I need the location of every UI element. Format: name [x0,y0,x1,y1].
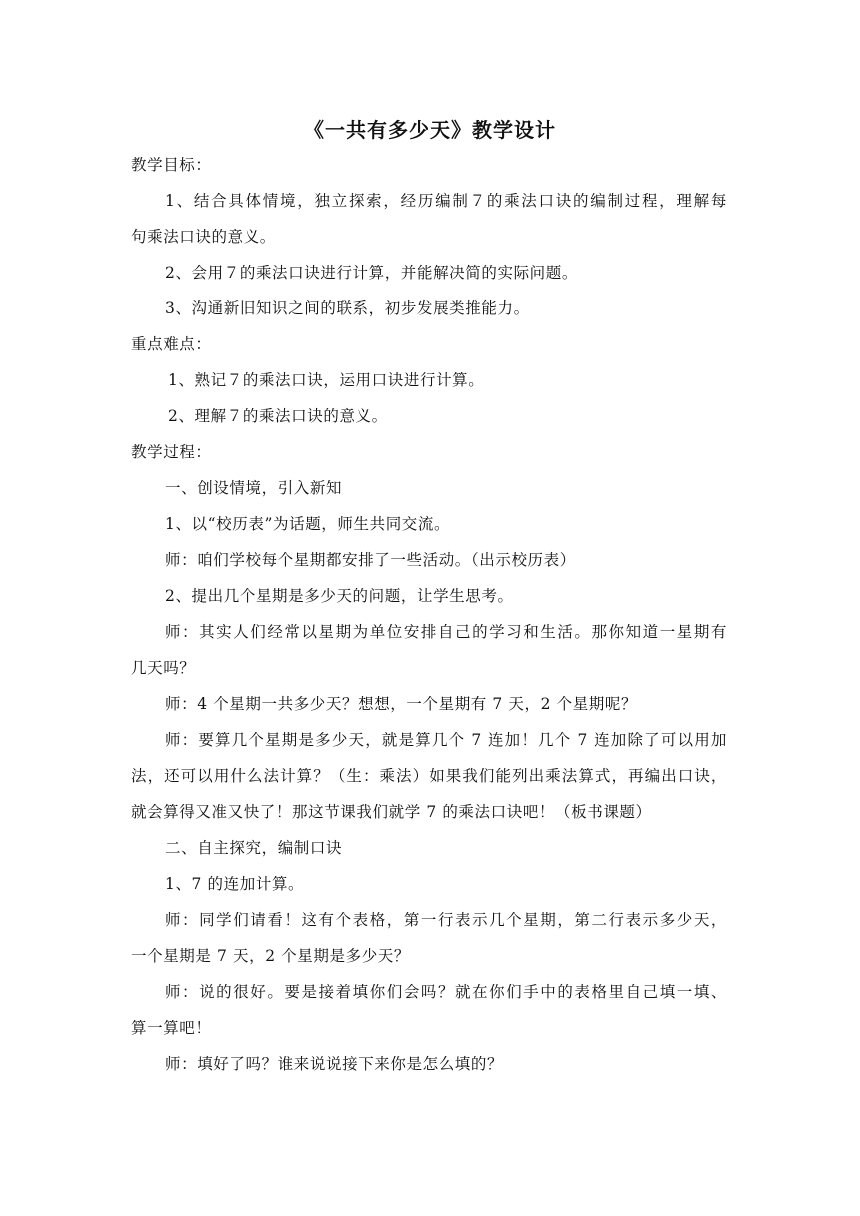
teacher-line-7: 师：填好了吗？谁来说说接下来你是怎么填的？ [165,1055,504,1073]
process-step-3: 1、7 的连加计算。 [165,875,305,893]
teacher-line-4-part-2: 法，还可以用什么法计算？（生：乘法）如果我们能列出乘法算式，再编出口诀， [131,767,727,785]
teacher-line-4-part-3: 就会算得又准又快了！那这节课我们就学 7 的乘法口诀吧！（板书课题） [131,803,652,821]
teacher-line-5-part-1: 师：同学们请看！这有个表格，第一行表示几个星期，第二行表示多少天， [165,911,727,929]
teacher-line-2-part-1: 师：其实人们经常以星期为单位安排自己的学习和生活。那你知道一星期有 [165,623,727,641]
teacher-line-5-part-2: 一个星期是 7 天，2 个星期是多少天？ [131,947,411,965]
process-step-1: 1、以“校历表”为话题，师生共同交流。 [165,515,451,533]
section-heading-key-points: 重点难点： [131,335,212,353]
objective-1-line-2: 句乘法口诀的意义。 [131,228,276,246]
key-point-2: 2、理解７的乘法口诀的意义。 [168,407,388,425]
objective-1-line-1: 1、结合具体情境，独立探索，经历编制７的乘法口诀的编制过程，理解每 [165,192,727,210]
objective-2: 2、会用７的乘法口诀进行计算，并能解决简的实际问题。 [165,264,578,282]
teacher-line-3: 师：4 个星期一共多少天？想想，一个星期有 7 天，2 个星期呢？ [165,695,638,713]
teacher-line-6-part-1: 师：说的很好。要是接着填你们会吗？就在你们手中的表格里自己填一填、 [165,983,727,1001]
process-step-2: 2、提出几个星期是多少天的问题，让学生思考。 [165,587,514,605]
section-heading-process: 教学过程： [131,443,212,461]
process-part-2-heading: 二、自主探究，编制口诀 [165,839,343,857]
teacher-line-6-part-2: 算一算吧！ [131,1019,212,1037]
objective-3: 3、沟通新旧知识之间的联系，初步发展类推能力。 [165,299,530,317]
teacher-line-1: 师：咱们学校每个星期都安排了一些活动。（出示校历表） [165,551,576,569]
key-point-1: 1、熟记７的乘法口诀，运用口诀进行计算。 [168,371,485,389]
document-title: 《一共有多少天》教学设计 [304,118,556,142]
section-heading-objectives: 教学目标： [131,156,212,174]
teacher-line-4-part-1: 师：要算几个星期是多少天，就是算几个 7 连加！几个 7 连加除了可以用加 [165,731,727,749]
teacher-line-2-part-2: 几天吗？ [131,659,196,677]
process-part-1-heading: 一、创设情境，引入新知 [165,479,343,497]
